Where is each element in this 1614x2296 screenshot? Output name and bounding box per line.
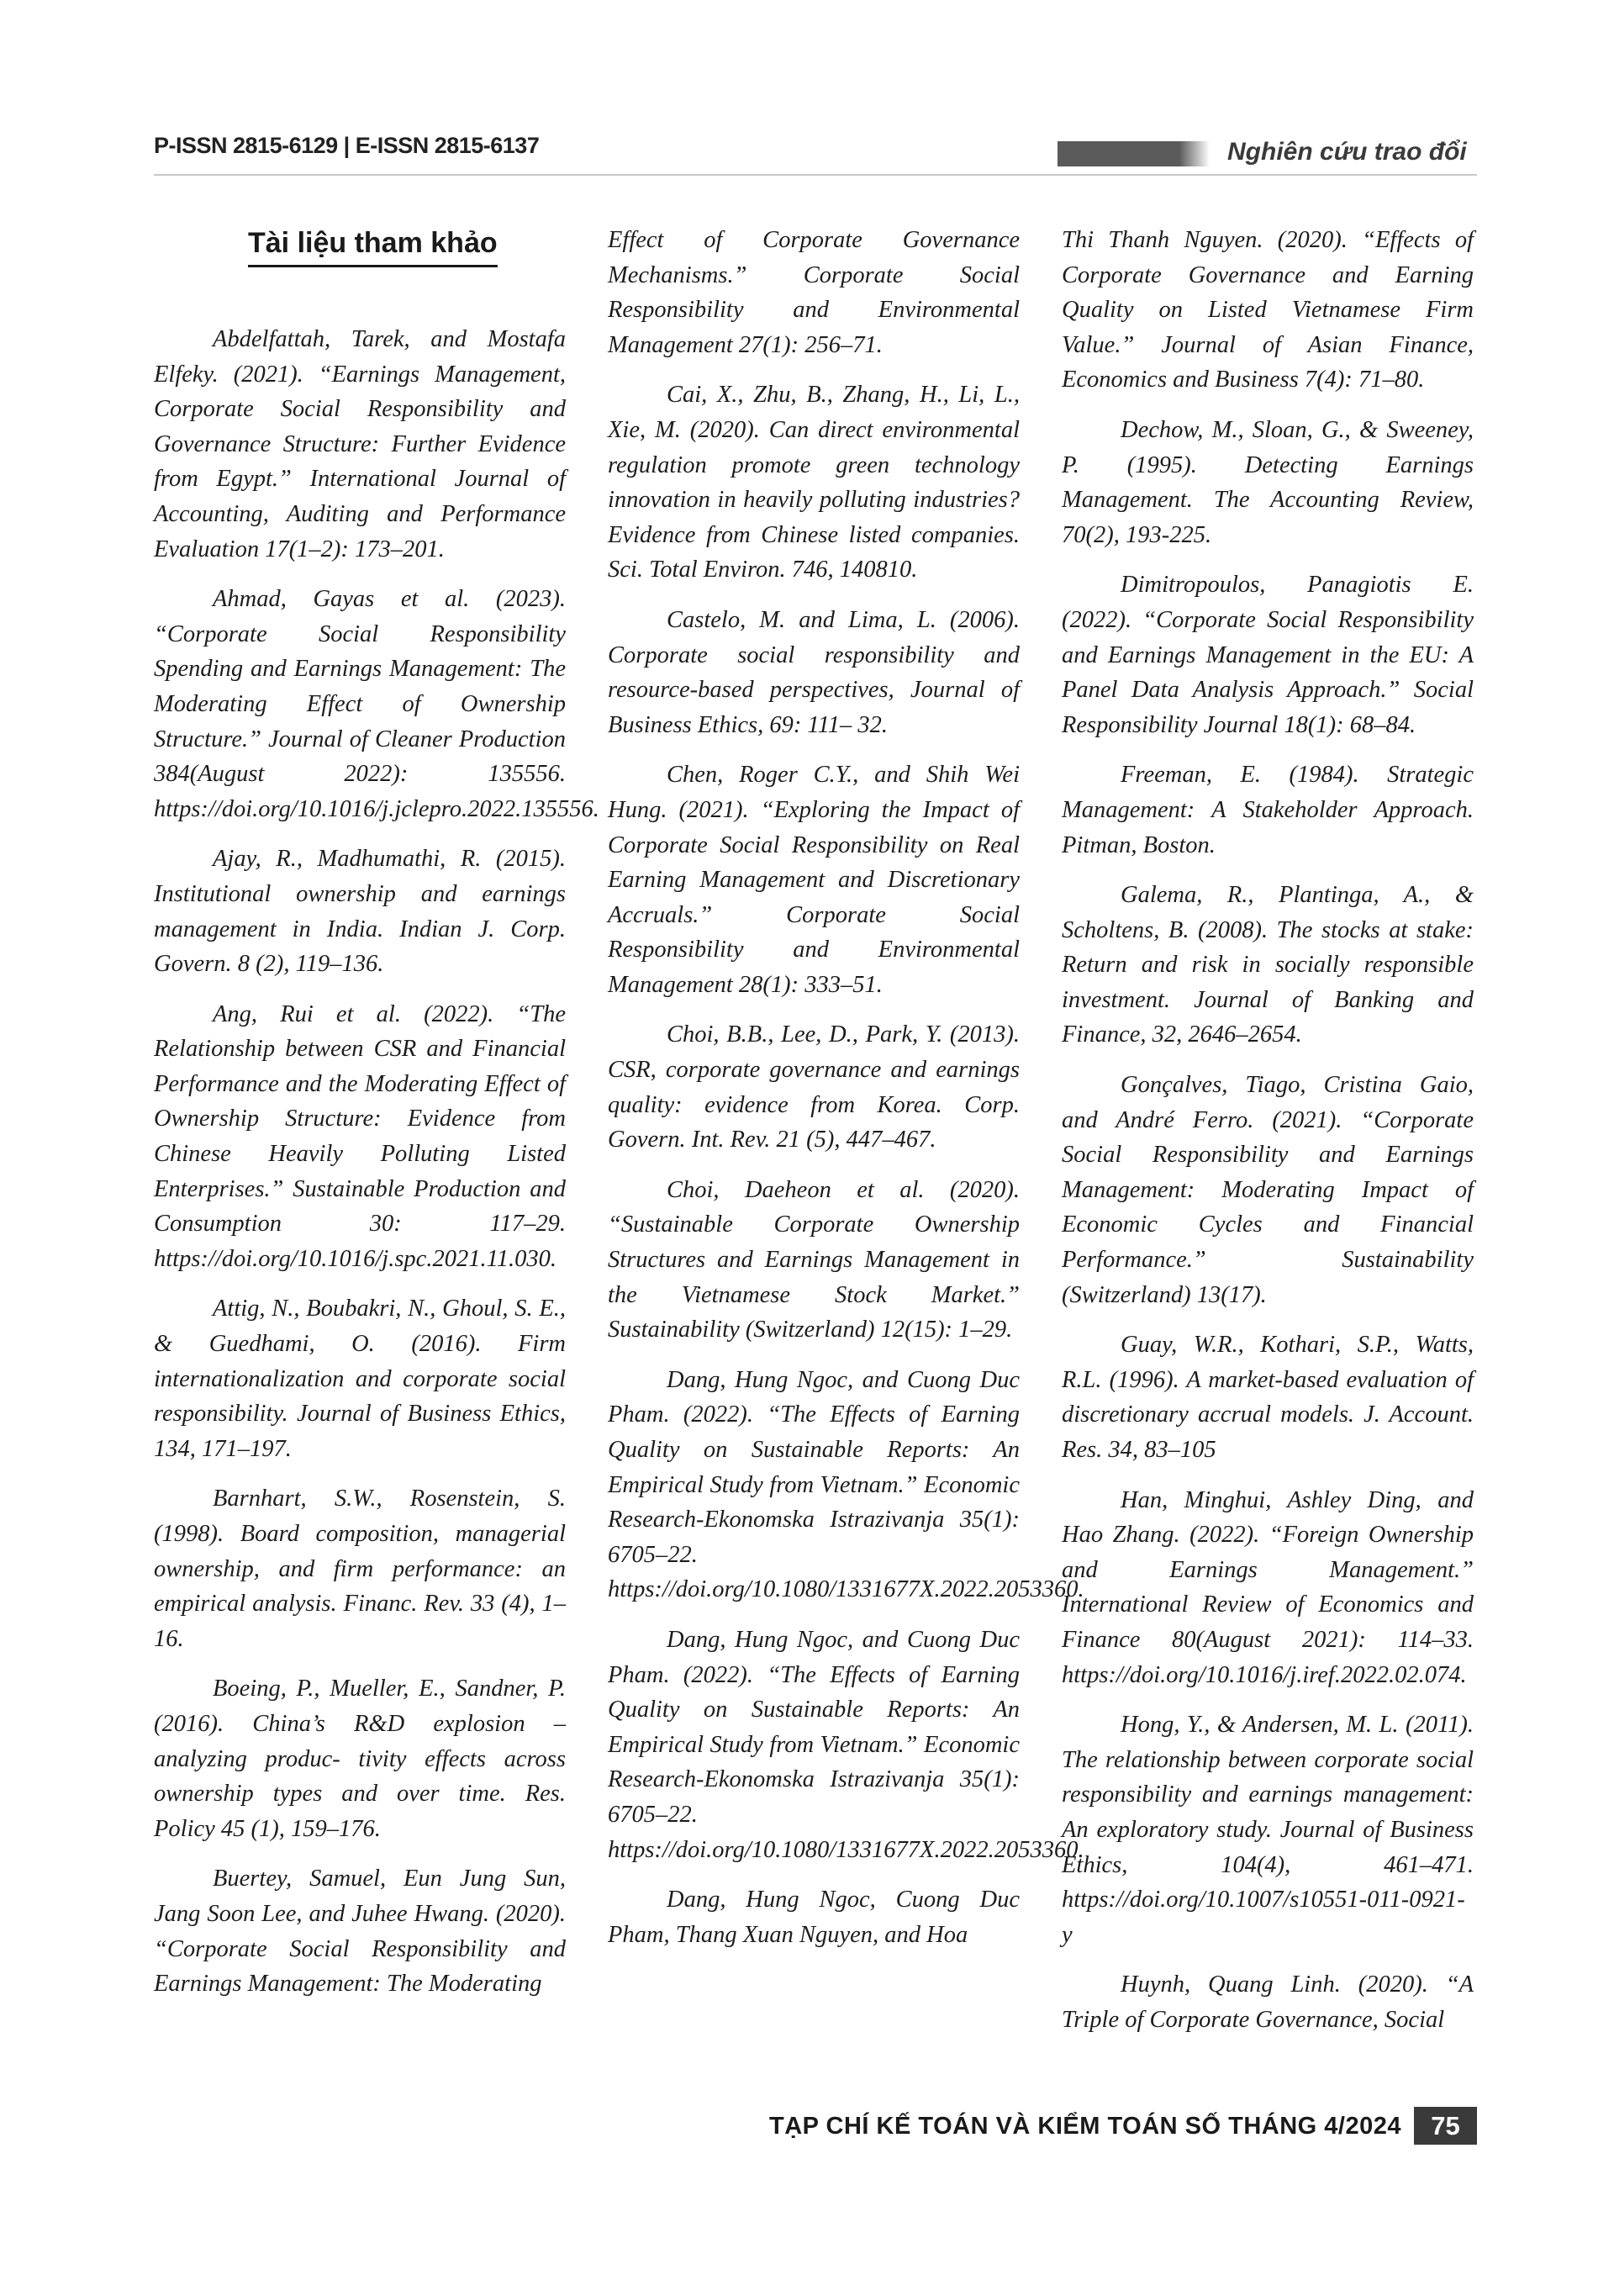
issn-label: P-ISSN 2815-6129 | E-ISSN 2815-6137 (154, 133, 540, 158)
column-middle (608, 223, 1084, 1967)
page-number: 75 (1414, 2107, 1477, 2145)
reference-item: Thi Thanh Nguyen. (2020). “Effects of Corporate Governance and Earning Quality on Listed Vietnamese Firm Value.” Journal of Asian Finance, Economics and Business 7(4): 71–80. (1062, 227, 1474, 393)
header-divider (154, 174, 1477, 176)
reference-item: Cai, X., Zhu, B., Zhang, H., Li, L., Xie, M. (2020). Can direct environmental regulation promote green technology innovation in heavily polluting industries? Evidence from Chinese listed companies. Sci. Total Environ. 746, 140810. (608, 382, 1020, 583)
reference-item: Ajay, R., Madhumathi, R. (2015). Institutional ownership and earnings management in India. Indian J. Corp. Govern. 8 (2), 119–136. (154, 846, 566, 978)
reference-item: Ahmad, Gayas et al. (2023). “Corporate Social Responsibility Spending and Earnings Management: The Moderating Effect of Ownership Structure.” Journal of Cleaner Production 384(August 2022): 135556. https://doi.org/10.1016/j.jclepro.2022.135556. (154, 586, 599, 822)
column-left (154, 322, 599, 2017)
reference-item: Effect of Corporate Governance Mechanisms.” Corporate Social Responsibility and Environmental Management 27(1): 256–71. (608, 227, 1020, 358)
column-right (1062, 223, 1474, 2053)
reference-item: Castelo, M. and Lima, L. (2006). Corporate social responsibility and resource-based perspectives, Journal of Business Ethics, 69: 111– 32. (608, 606, 1020, 738)
reference-item: Hong, Y., & Andersen, M. L. (2011). The relationship between corporate social responsibility and earnings management: An exploratory study. Journal of Business Ethics, 104(4), 461–471. https://doi.org/10.1007/s10551-011-0921-y (1062, 1712, 1474, 1948)
reference-item: Dang, Hung Ngoc, and Cuong Duc Pham. (2022). “The Effects of Earning Quality on Sustainable Reports: An Empirical Study from Vietnam.” Economic Research-Ekonomska Istrazivanja 35(1): 6705–22. https://doi.org/10.1080/1331677X.2022.2053360. (608, 1626, 1084, 1863)
reference-item: Galema, R., Plantinga, A., & Scholtens, B. (2008). The stocks at stake: Return and risk in socially responsible investment. Journal of Banking and Finance, 32, 2646–2654. (1062, 882, 1474, 1048)
reference-item: Ang, Rui et al. (2022). “The Relationship between CSR and Financial Performance and the Moderating Effect of Ownership Structure: Evidence from Chinese Heavily Polluting Listed Enterprises.” Sustainable Production and Consumption 30: 117–29. https://doi.org/10.1016/j.spc.2021.11.030. (154, 1000, 566, 1272)
reference-item: Abdelfattah, Tarek, and Mostafa Elfeky. (2021). “Earnings Management, Corporate Social Responsibility and Governance Structure: Further Evidence from Egypt.” International Journal of Accounting, Auditing and Performance Evaluation 17(1–2): 173–201. (154, 326, 566, 562)
reference-item: Gonçalves, Tiago, Cristina Gaio, and André Ferro. (2021). “Corporate Social Responsibility and Earnings Management: Moderating Impact of Economic Cycles and Financial Performance.” Sustainability (Switzerland) 13(17). (1062, 1072, 1474, 1308)
reference-item: Dang, Hung Ngoc, Cuong Duc Pham, Thang Xuan Nguyen, and Hoa (608, 1887, 1020, 1948)
reference-item: Dang, Hung Ngoc, and Cuong Duc Pham. (2022). “The Effects of Earning Quality on Sustainable Reports: An Empirical Study from Vietnam.” Economic Research-Ekonomska Istrazivanja 35(1): 6705–22. https://doi.org/10.1080/1331677X.2022.2053360. (608, 1366, 1084, 1603)
reference-item: Dimitropoulos, Panagiotis E. (2022). “Corporate Social Responsibility and Earnings Management in the EU: A Panel Data Analysis Approach.” Social Responsibility Journal 18(1): 68–84. (1062, 572, 1474, 738)
reference-item: Freeman, E. (1984). Strategic Management: A Stakeholder Approach. Pitman, Boston. (1062, 762, 1474, 858)
references-heading: Tài liệu tham khảo (248, 227, 498, 267)
reference-item: Han, Minghui, Ashley Ding, and Hao Zhang. (2022). “Foreign Ownership and Earnings Management.” International Review of Economics and Finance 80(August 2021): 114–33. https://doi.org/10.1016/j.iref.2022.02.074. (1062, 1486, 1474, 1688)
reference-item: Barnhart, S.W., Rosenstein, S. (1998). Board composition, managerial ownership, and firm performance: an empirical analysis. Financ. Rev. 33 (4), 1–16. (154, 1486, 566, 1652)
header-band-fade (1179, 141, 1210, 166)
section-title: Nghiên cứu trao đổi (1227, 138, 1467, 166)
reference-item: Dechow, M., Sloan, G., & Sweeney, P. (1995). Detecting Earnings Management. The Accounting Review, 70(2), 193-225. (1062, 416, 1474, 548)
reference-item: Huynh, Quang Linh. (2020). “A Triple of Corporate Governance, Social (1062, 1971, 1474, 2033)
reference-item: Attig, N., Boubakri, N., Ghoul, S. E., & Guedhami, O. (2016). Firm internationalization and corporate social responsibility. Journal of Business Ethics, 134, 171–197. (154, 1296, 566, 1462)
reference-item: Chen, Roger C.Y., and Shih Wei Hung. (2021). “Exploring the Impact of Corporate Social Responsibility on Real Earning Management and Discretionary Accruals.” Corporate Social Responsibility and Environmental Management 28(1): 333–51. (608, 762, 1020, 998)
reference-item: Guay, W.R., Kothari, S.P., Watts, R.L. (1996). A market-based evaluation of discretionary accrual models. J. Account. Res. 34, 83–105 (1062, 1332, 1474, 1463)
reference-item: Boeing, P., Mueller, E., Sandner, P. (2016). China’s R&D explosion – analyzing produc- tivity effects across ownership types and over time. Res. Policy 45 (1), 159–176. (154, 1676, 566, 1842)
journal-footer: TẠP CHÍ KẾ TOÁN VÀ KIỂM TOÁN SỐ THÁNG 4/2024 (769, 2113, 1401, 2140)
reference-item: Choi, Daeheon et al. (2020). “Sustainable Corporate Ownership Structures and Earnings Management in the Vietnamese Stock Market.” Sustainability (Switzerland) 12(15): 1–29. (608, 1176, 1020, 1343)
reference-item: Choi, B.B., Lee, D., Park, Y. (2013). CSR, corporate governance and earnings quality: evidence from Korea. Corp. Govern. Int. Rev. 21 (5), 447–467. (608, 1021, 1020, 1153)
header-band (1058, 141, 1179, 166)
reference-item: Buertey, Samuel, Eun Jung Sun, Jang Soon Lee, and Juhee Hwang. (2020). “Corporate Social Responsibility and Earnings Management: The Moderating (154, 1866, 566, 1998)
